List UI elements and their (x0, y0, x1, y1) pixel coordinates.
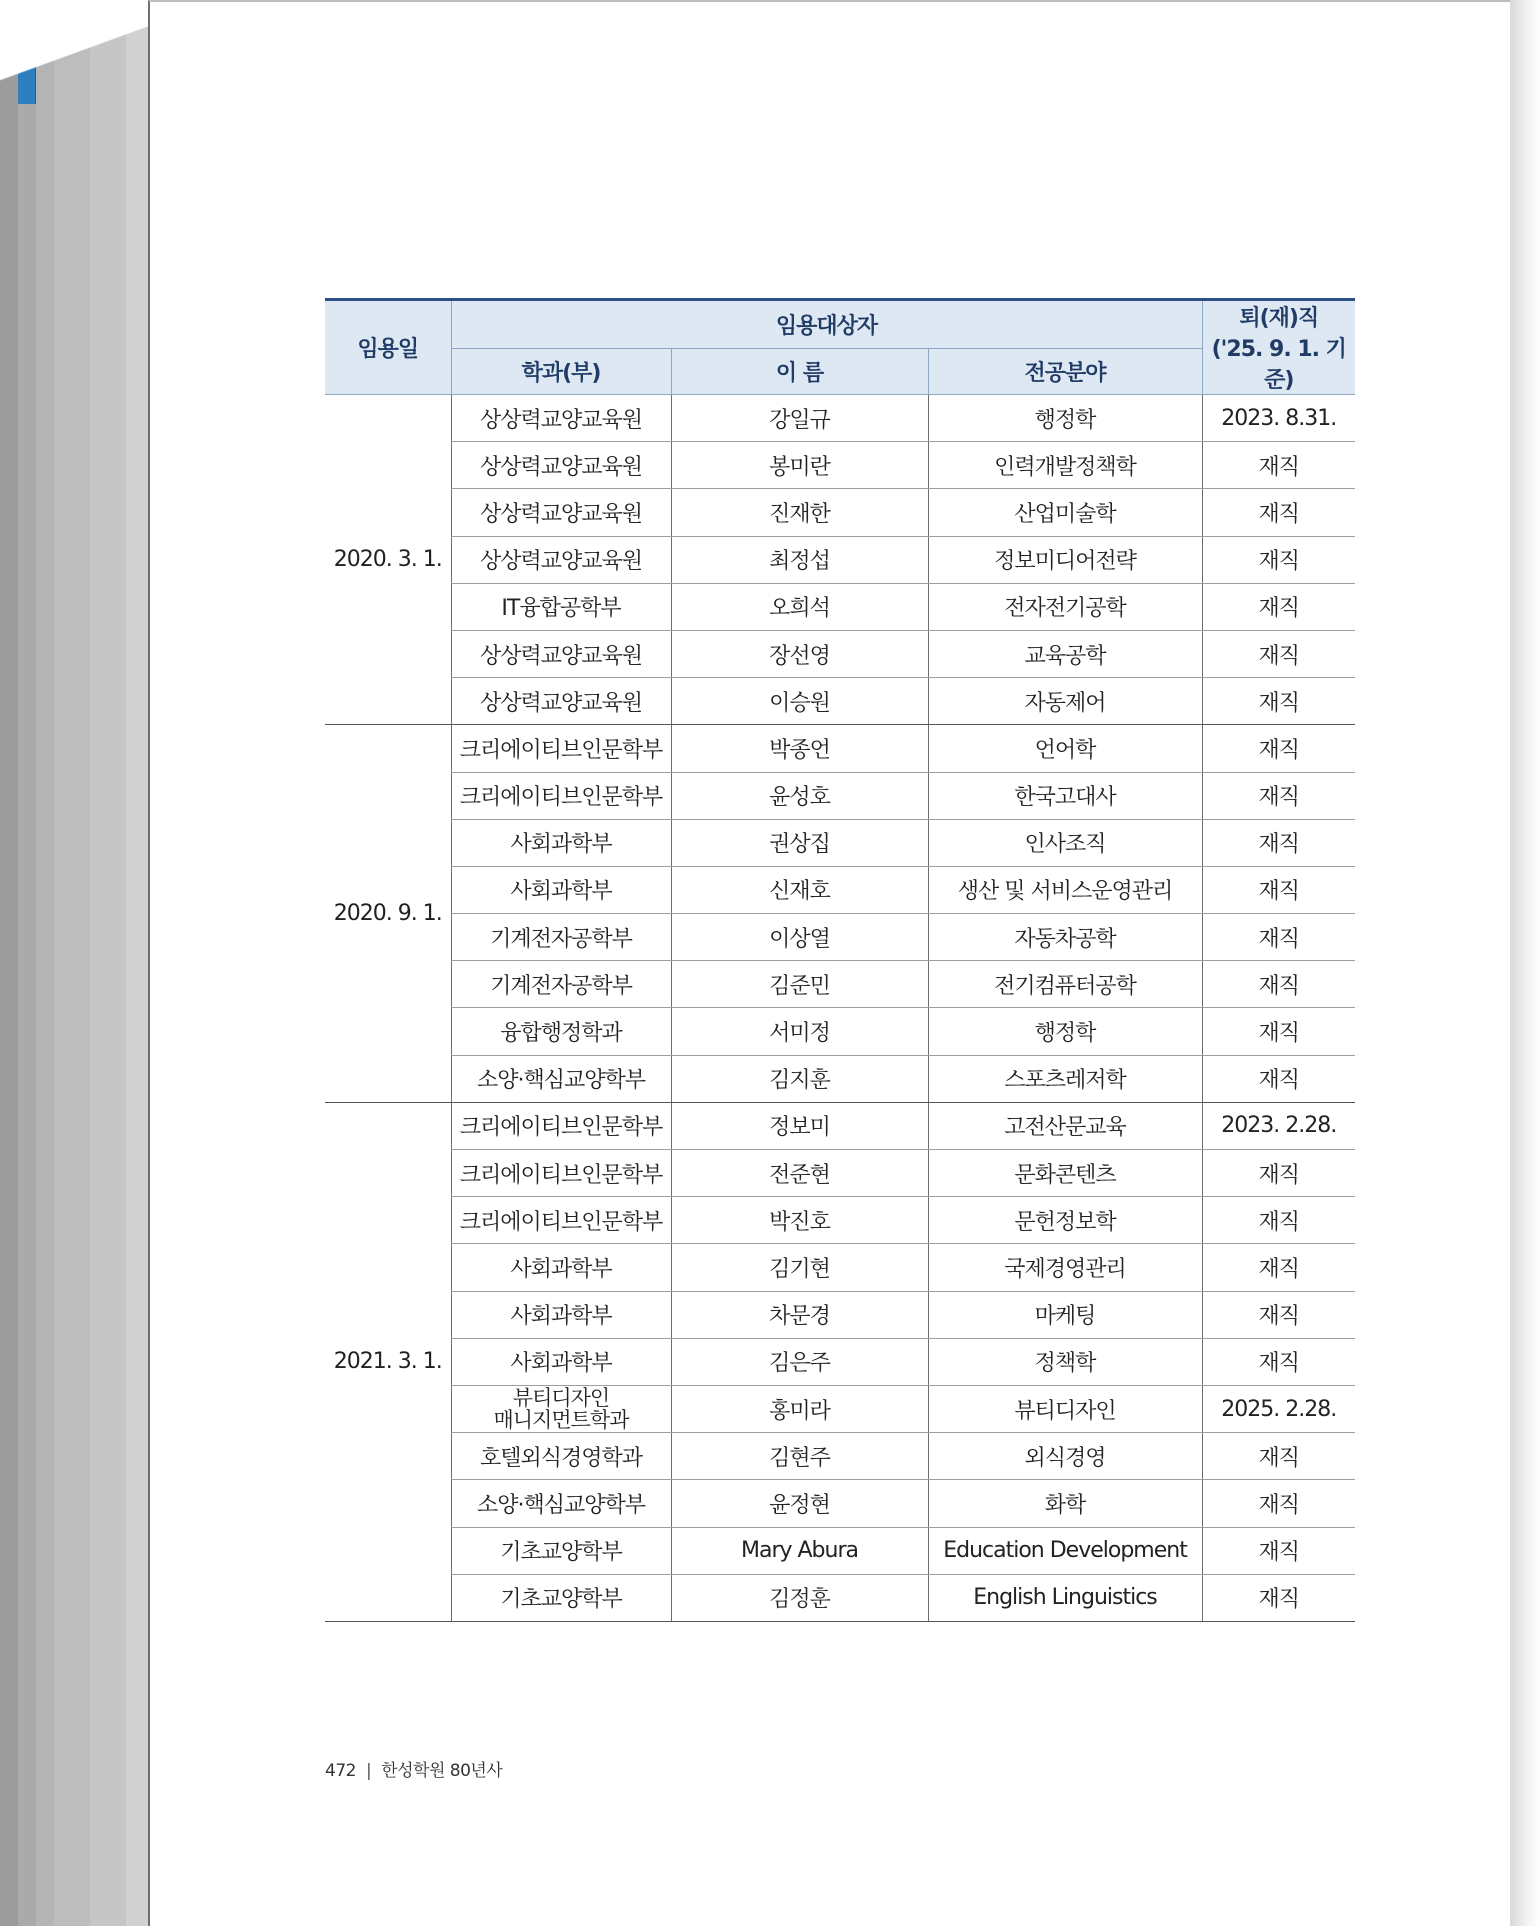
major-field-cell: 생산 및 서비스운영관리 (928, 866, 1202, 913)
status-cell: 2023. 8.31. (1202, 395, 1355, 442)
status-cell: 재직 (1202, 630, 1355, 677)
status-cell: 재직 (1202, 819, 1355, 866)
footer-separator: | (365, 1761, 372, 1781)
appointment-date-cell: 2020. 9. 1. (325, 725, 451, 1103)
major-field-cell: 마케팅 (928, 1291, 1202, 1338)
major-field-cell: 전자전기공학 (928, 583, 1202, 630)
major-field-cell: 스포츠레저학 (928, 1055, 1202, 1102)
name-cell: 김정훈 (671, 1574, 928, 1621)
department-cell: 상상력교양교육원 (451, 536, 671, 583)
major-field-cell: 전기컴퓨터공학 (928, 961, 1202, 1008)
table-row (325, 866, 1355, 913)
header-appointment-date: 임용일 (325, 300, 451, 395)
name-cell: 봉미란 (671, 442, 928, 489)
table-row (325, 772, 1355, 819)
name-cell: 박종언 (671, 725, 928, 772)
status-cell: 재직 (1202, 1527, 1355, 1574)
name-cell: 권상집 (671, 819, 928, 866)
table-row (325, 1385, 1355, 1432)
table-row (325, 630, 1355, 677)
table-row (325, 819, 1355, 866)
major-field-cell: 화학 (928, 1480, 1202, 1527)
status-cell: 재직 (1202, 1197, 1355, 1244)
department-cell: 사회과학부 (451, 1291, 671, 1338)
department-cell: 소양·핵심교양학부 (451, 1480, 671, 1527)
table-row (325, 1527, 1355, 1574)
status-cell: 재직 (1202, 1055, 1355, 1102)
department-cell: 크리에이티브인문학부 (451, 1102, 671, 1149)
department-cell (451, 1385, 671, 1432)
department-cell: 소양·핵심교양학부 (451, 1055, 671, 1102)
appointment-date-cell: 2021. 3. 1. (325, 1102, 451, 1621)
major-field-cell: Education Development (928, 1527, 1202, 1574)
table-row (325, 583, 1355, 630)
department-cell: 상상력교양교육원 (451, 442, 671, 489)
major-field-cell: 인력개발정책학 (928, 442, 1202, 489)
department-cell: 기초교양학부 (451, 1527, 671, 1574)
major-field-cell: 정책학 (928, 1338, 1202, 1385)
page-edge-layer (90, 14, 130, 1926)
table-row (325, 1291, 1355, 1338)
major-field-cell: 문헌정보학 (928, 1197, 1202, 1244)
header-department: 학과(부) (451, 348, 671, 395)
page-shadow (1510, 0, 1540, 1926)
status-cell: 재직 (1202, 489, 1355, 536)
page-edge-layer (126, 2, 150, 1926)
status-cell: 재직 (1202, 914, 1355, 961)
major-field-cell: 한국고대사 (928, 772, 1202, 819)
table-row (325, 442, 1355, 489)
name-cell: 오희석 (671, 583, 928, 630)
department-cell: 사회과학부 (451, 1338, 671, 1385)
name-cell: 장선영 (671, 630, 928, 677)
table-row (325, 1433, 1355, 1480)
major-field-cell: 교육공학 (928, 630, 1202, 677)
department-cell: 기계전자공학부 (451, 961, 671, 1008)
name-cell: 신재호 (671, 866, 928, 913)
status-cell: 재직 (1202, 725, 1355, 772)
status-cell: 재직 (1202, 772, 1355, 819)
name-cell: 차문경 (671, 1291, 928, 1338)
name-cell: 최정섭 (671, 536, 928, 583)
name-cell: 윤정현 (671, 1480, 928, 1527)
major-field-cell: 산업미술학 (928, 489, 1202, 536)
header-major-field: 전공분야 (928, 348, 1202, 395)
department-line: 뷰티디자인 (512, 1386, 610, 1411)
status-cell: 재직 (1202, 1338, 1355, 1385)
major-field-cell: 정보미디어전략 (928, 536, 1202, 583)
department-cell: 호텔외식경영학과 (451, 1433, 671, 1480)
name-cell: 김지훈 (671, 1055, 928, 1102)
table-row (325, 1102, 1355, 1149)
major-field-cell: 자동제어 (928, 678, 1202, 725)
page-footer (325, 1756, 502, 1781)
table-row (325, 1008, 1355, 1055)
table-row (325, 1244, 1355, 1291)
status-cell: 재직 (1202, 583, 1355, 630)
major-field-cell: 뷰티디자인 (928, 1385, 1202, 1432)
appointment-date-cell: 2020. 3. 1. (325, 395, 451, 725)
major-field-cell: 고전산문교육 (928, 1102, 1202, 1149)
appointment-table-body (325, 395, 1355, 1622)
status-cell: 재직 (1202, 1433, 1355, 1480)
major-field-cell: 행정학 (928, 395, 1202, 442)
book-page-edges (0, 0, 150, 1926)
major-field-cell: 국제경영관리 (928, 1244, 1202, 1291)
name-cell: 전준현 (671, 1150, 928, 1197)
status-cell: 재직 (1202, 1291, 1355, 1338)
status-cell: 2023. 2.28. (1202, 1102, 1355, 1149)
status-cell: 재직 (1202, 961, 1355, 1008)
department-cell: 상상력교양교육원 (451, 395, 671, 442)
header-status (1202, 300, 1355, 395)
page-edge-layer (54, 26, 94, 1926)
page-corner-fold (0, 0, 150, 90)
department-cell: 사회과학부 (451, 866, 671, 913)
department-cell: IT융합공학부 (451, 583, 671, 630)
status-cell: 재직 (1202, 536, 1355, 583)
status-cell: 재직 (1202, 1244, 1355, 1291)
header-name: 이 름 (671, 348, 928, 395)
department-cell: 크리에이티브인문학부 (451, 772, 671, 819)
department-cell: 크리에이티브인문학부 (451, 1197, 671, 1244)
page-number: 472 (325, 1761, 356, 1781)
table-row (325, 914, 1355, 961)
table-row (325, 961, 1355, 1008)
table-row (325, 1338, 1355, 1385)
department-cell: 크리에이티브인문학부 (451, 1150, 671, 1197)
major-field-cell: 언어학 (928, 725, 1202, 772)
department-cell: 상상력교양교육원 (451, 630, 671, 677)
name-cell: 이승원 (671, 678, 928, 725)
department-cell: 상상력교양교육원 (451, 489, 671, 536)
status-cell: 2025. 2.28. (1202, 1385, 1355, 1432)
table-row (325, 725, 1355, 772)
major-field-cell: 문화콘텐츠 (928, 1150, 1202, 1197)
major-field-cell: English Linguistics (928, 1574, 1202, 1621)
name-cell: Mary Abura (671, 1527, 928, 1574)
department-cell: 크리에이티브인문학부 (451, 725, 671, 772)
table-row (325, 395, 1355, 442)
name-cell: 강일규 (671, 395, 928, 442)
major-field-cell: 외식경영 (928, 1433, 1202, 1480)
name-cell: 홍미라 (671, 1385, 928, 1432)
table-row (325, 1574, 1355, 1621)
status-cell: 재직 (1202, 1008, 1355, 1055)
table-row (325, 536, 1355, 583)
table-row (325, 678, 1355, 725)
department-cell: 기계전자공학부 (451, 914, 671, 961)
department-line: 매니지먼트학과 (493, 1408, 629, 1433)
department-cell: 기초교양학부 (451, 1574, 671, 1621)
status-cell: 재직 (1202, 1574, 1355, 1621)
table-row (325, 489, 1355, 536)
name-cell: 김기현 (671, 1244, 928, 1291)
status-cell: 재직 (1202, 866, 1355, 913)
department-cell: 융합행정학과 (451, 1008, 671, 1055)
header-appointee-group: 임용대상자 (451, 300, 1202, 349)
department-cell: 사회과학부 (451, 1244, 671, 1291)
name-cell: 정보미 (671, 1102, 928, 1149)
name-cell: 서미정 (671, 1008, 928, 1055)
header-status-line2: ('25. 9. 1. 기준) (1211, 337, 1346, 393)
department-cell: 사회과학부 (451, 819, 671, 866)
appointment-table (325, 298, 1355, 1622)
status-cell: 재직 (1202, 1480, 1355, 1527)
table-row (325, 1480, 1355, 1527)
table-row (325, 1055, 1355, 1102)
name-cell: 김은주 (671, 1338, 928, 1385)
major-field-cell: 인사조직 (928, 819, 1202, 866)
table-row (325, 1150, 1355, 1197)
major-field-cell: 행정학 (928, 1008, 1202, 1055)
name-cell: 이상열 (671, 914, 928, 961)
name-cell: 박진호 (671, 1197, 928, 1244)
book-title: 한성학원 80년사 (381, 1761, 503, 1781)
table-row (325, 1197, 1355, 1244)
status-cell: 재직 (1202, 442, 1355, 489)
name-cell: 윤성호 (671, 772, 928, 819)
status-cell: 재직 (1202, 1150, 1355, 1197)
name-cell: 김현주 (671, 1433, 928, 1480)
header-status-line1: 퇴(재)직 (1239, 306, 1319, 331)
department-cell: 상상력교양교육원 (451, 678, 671, 725)
major-field-cell: 자동차공학 (928, 914, 1202, 961)
status-cell: 재직 (1202, 678, 1355, 725)
name-cell: 진재한 (671, 489, 928, 536)
name-cell: 김준민 (671, 961, 928, 1008)
